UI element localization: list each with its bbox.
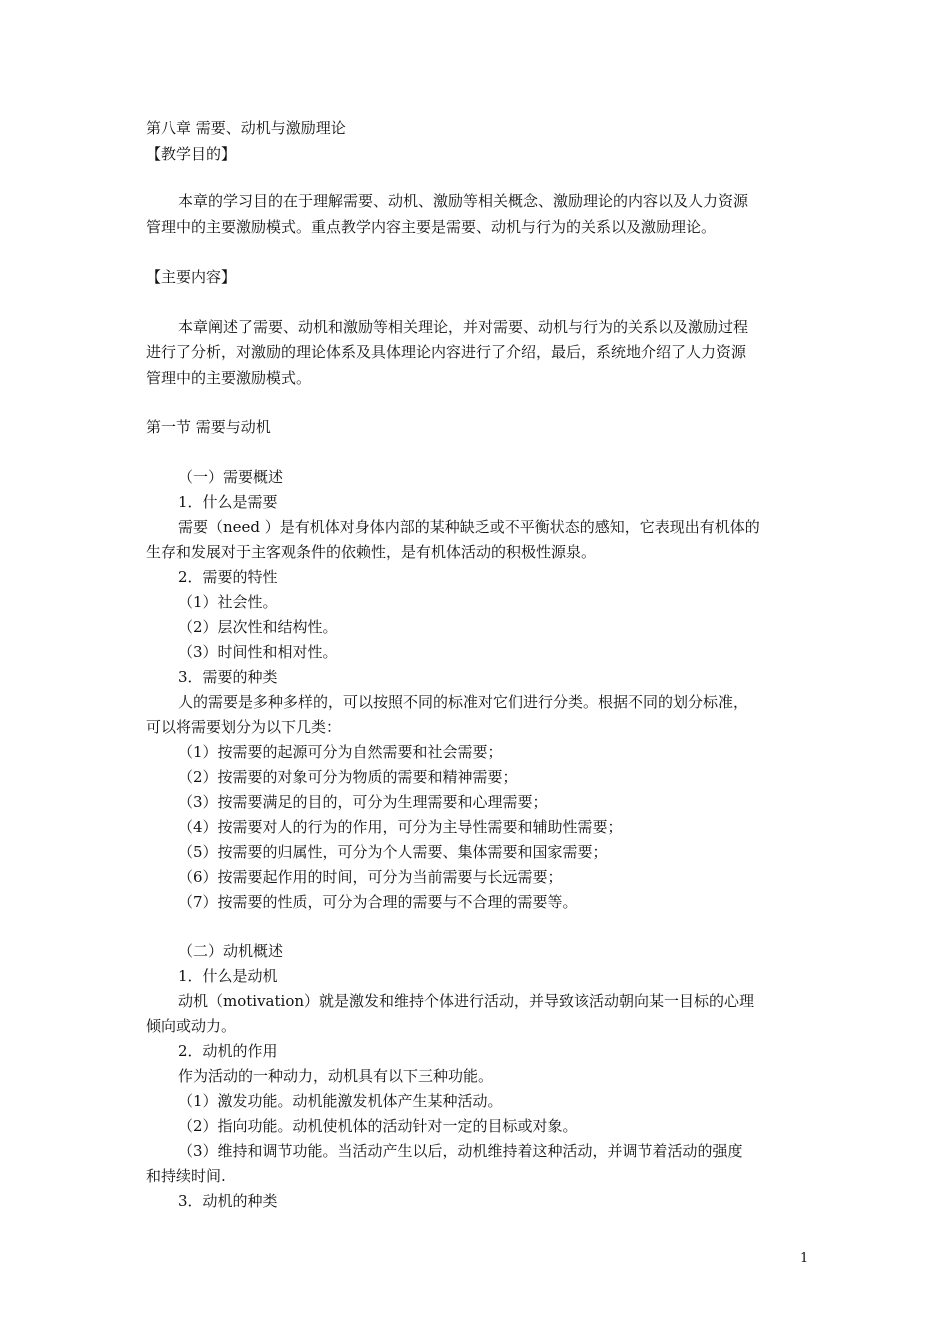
paragraph-line: 作为活动的一种动力，动机具有以下三种功能。 [178, 1067, 494, 1085]
main-content-heading: 【主要内容】 [146, 268, 237, 286]
paragraph-line: 动机（motivation）就是激发和维持个体进行活动，并导致该活动朝向某一目标的心理 [178, 992, 755, 1010]
chapter-title: 第八章 需要、动机与激励理论 [146, 119, 346, 137]
question-title: 3．需要的种类 [178, 668, 278, 686]
list-item: （2）层次性和结构性。 [178, 618, 338, 636]
page-number: 1 [800, 1251, 809, 1266]
question-title: 2．需要的特性 [178, 568, 278, 586]
list-item: （6）按需要起作用的时间，可分为当前需要与长远需要； [178, 868, 563, 886]
list-item: （7）按需要的性质，可分为合理的需要与不合理的需要等。 [178, 893, 578, 911]
paragraph-line: 本章的学习目的在于理解需要、动机、激励等相关概念、激励理论的内容以及人力资源 [178, 192, 749, 210]
list-item: （1）激发功能。动机能激发机体产生某种活动。 [178, 1092, 503, 1110]
paragraph-line: 管理中的主要激励模式。 [146, 369, 312, 387]
paragraph-line: 管理中的主要激励模式。重点教学内容主要是需要、动机与行为的关系以及激励理论。 [146, 218, 717, 236]
paragraph-line: 可以将需要划分为以下几类： [146, 718, 342, 736]
question-title: 1．什么是需要 [178, 493, 278, 511]
paragraph-line: 和持续时间. [146, 1167, 226, 1185]
paragraph-line: 人的需要是多种多样的，可以按照不同的标准对它们进行分类。根据不同的划分标准， [178, 693, 749, 711]
list-item: （3）时间性和相对性。 [178, 643, 338, 661]
question-title: 3．动机的种类 [178, 1192, 278, 1210]
subsection-title: （二）动机概述 [178, 942, 284, 960]
paragraph-line: 本章阐述了需要、动机和激励等相关理论，并对需要、动机与行为的关系以及激励过程 [178, 318, 749, 336]
teaching-purpose-heading: 【教学目的】 [146, 145, 237, 163]
question-title: 2．动机的作用 [178, 1042, 278, 1060]
list-item: （4）按需要对人的行为的作用，可分为主导性需要和辅助性需要； [178, 818, 623, 836]
list-item: （2）指向功能。动机使机体的活动针对一定的目标或对象。 [178, 1117, 578, 1135]
paragraph-line: 进行了分析，对激励的理论体系及具体理论内容进行了介绍，最后，系统地介绍了人力资源 [146, 343, 747, 361]
paragraph-line: 生存和发展对于主客观条件的依赖性，是有机体活动的积极性源泉。 [146, 543, 597, 561]
section-title: 第一节 需要与动机 [146, 418, 271, 436]
paragraph-line: 需要（need ）是有机体对身体内部的某种缺乏或不平衡状态的感知，它表现出有机体的 [178, 518, 760, 536]
paragraph-line: 倾向或动力。 [146, 1017, 237, 1035]
list-item: （3）按需要满足的目的，可分为生理需要和心理需要； [178, 793, 548, 811]
list-item: （1）按需要的起源可分为自然需要和社会需要； [178, 743, 503, 761]
list-item: （3）维持和调节功能。当活动产生以后，动机维持着这种活动，并调节着活动的强度 [178, 1142, 743, 1160]
list-item: （2）按需要的对象可分为物质的需要和精神需要； [178, 768, 518, 786]
list-item: （1）社会性。 [178, 593, 278, 611]
list-item: （5）按需要的归属性，可分为个人需要、集体需要和国家需要； [178, 843, 608, 861]
subsection-title: （一）需要概述 [178, 468, 284, 486]
question-title: 1．什么是动机 [178, 967, 278, 985]
